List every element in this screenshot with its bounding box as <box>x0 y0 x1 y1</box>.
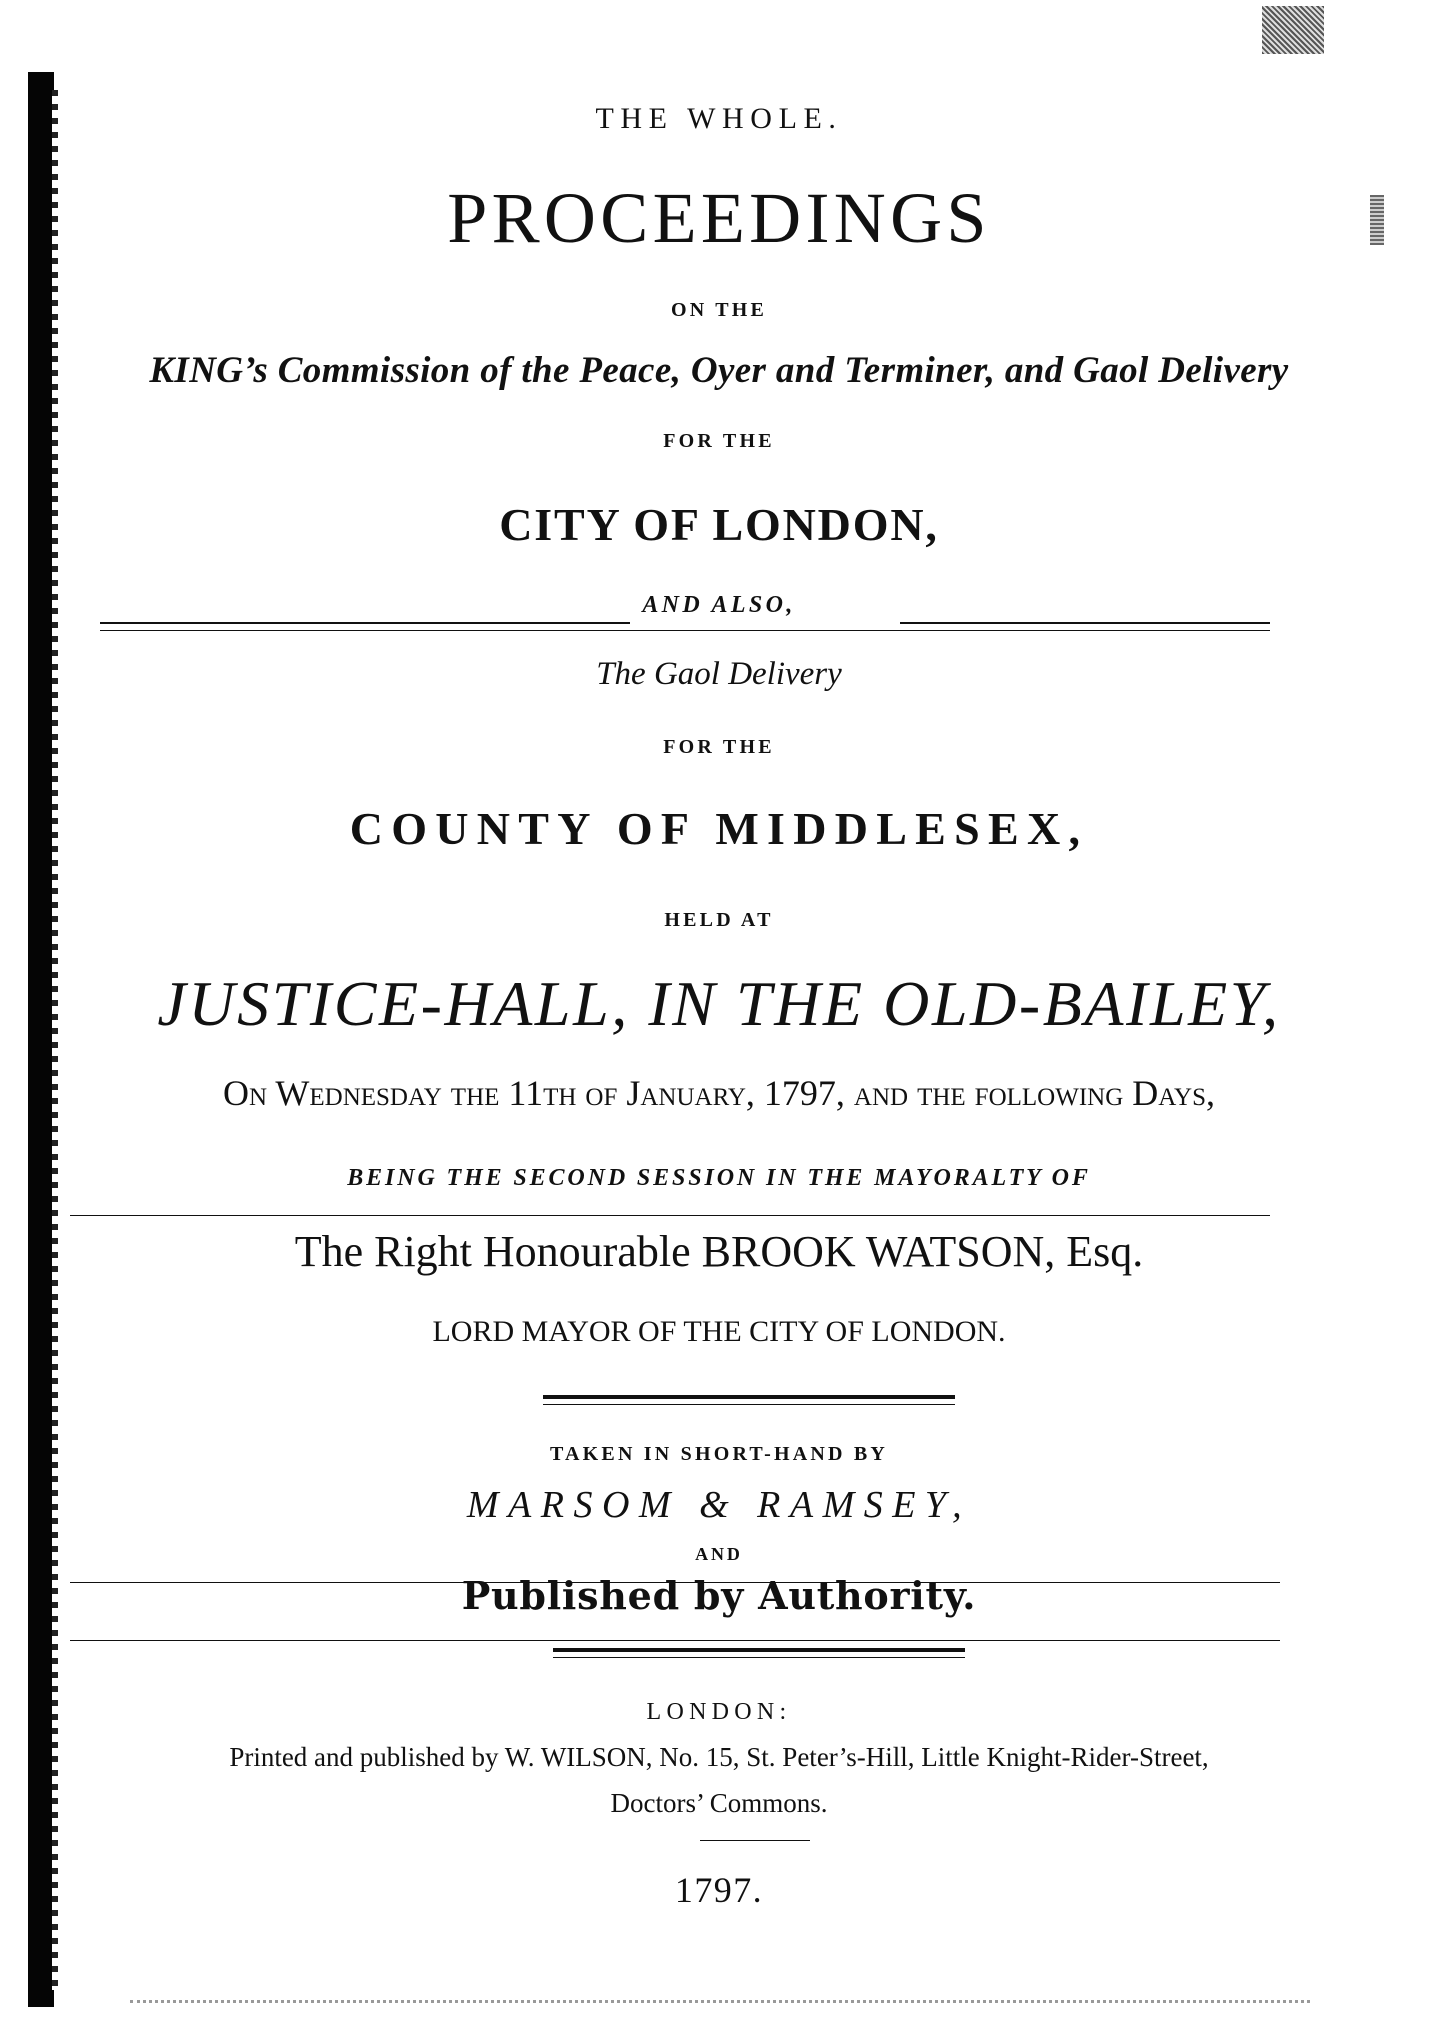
double-rule-1-top <box>543 1395 955 1399</box>
justice-hall-heading: JUSTICE-HALL, IN THE OLD-BAILEY, <box>157 968 1281 1039</box>
lord-mayor-line: LORD MAYOR OF THE CITY OF LONDON. <box>432 1315 1006 1348</box>
rule-and-also-right <box>900 622 1270 624</box>
commission-line: KING’s Commission of the Peace, Oyer and Terminer, and Gaol Delivery <box>149 350 1289 391</box>
gaol-delivery-line: The Gaol Delivery <box>596 656 842 692</box>
for-the-label-1: FOR THE <box>663 430 775 452</box>
rule-above-double-2 <box>70 1640 1280 1641</box>
for-the-label-2: FOR THE <box>663 736 775 758</box>
taken-in-shorthand-label: TAKEN IN SHORT-HAND BY <box>549 1443 889 1465</box>
double-rule-1-bottom <box>543 1404 955 1405</box>
and-also-label: AND ALSO, <box>642 592 796 618</box>
proceedings-title: PROCEEDINGS <box>447 178 991 258</box>
rule-and-also-left <box>100 622 630 624</box>
the-whole-heading: THE WHOLE. <box>595 102 843 135</box>
city-of-london-heading: CITY OF LONDON, <box>499 499 939 550</box>
held-at-label: HELD AT <box>664 909 774 931</box>
county-heading: COUNTY OF MIDDLESEX, <box>349 803 1089 854</box>
scan-bottom-noise <box>130 2000 1310 2003</box>
doctors-commons-line: Doctors’ Commons. <box>610 1788 828 1818</box>
published-by-authority: Published by Authority. <box>461 1573 977 1618</box>
rule-session <box>70 1215 1270 1216</box>
double-rule-2-top <box>553 1648 965 1652</box>
and-label: AND <box>695 1544 743 1564</box>
printer-line: Printed and published by W. WILSON, No. 15, St. Peter’s-Hill, Little Knight-Rider-Street, <box>229 1742 1209 1772</box>
honourable-line: The Right Honourable BROOK WATSON, Esq. <box>294 1227 1144 1276</box>
on-the-label: ON THE <box>670 299 768 321</box>
short-rule-year <box>700 1840 810 1841</box>
date-line: On Wednesday the 11th of January, 1797, and the following Days, <box>223 1073 1215 1113</box>
double-rule-2-bottom <box>553 1657 965 1658</box>
reporters-line: MARSOM & RAMSEY, <box>466 1484 972 1526</box>
scan-corner-mark <box>1262 6 1324 54</box>
session-line: BEING THE SECOND SESSION IN THE MAYORALTY OF <box>347 1165 1091 1191</box>
rule-and-also-under <box>100 630 1270 631</box>
london-label: LONDON: <box>646 1699 792 1725</box>
year-line: 1797. <box>674 1870 764 1910</box>
